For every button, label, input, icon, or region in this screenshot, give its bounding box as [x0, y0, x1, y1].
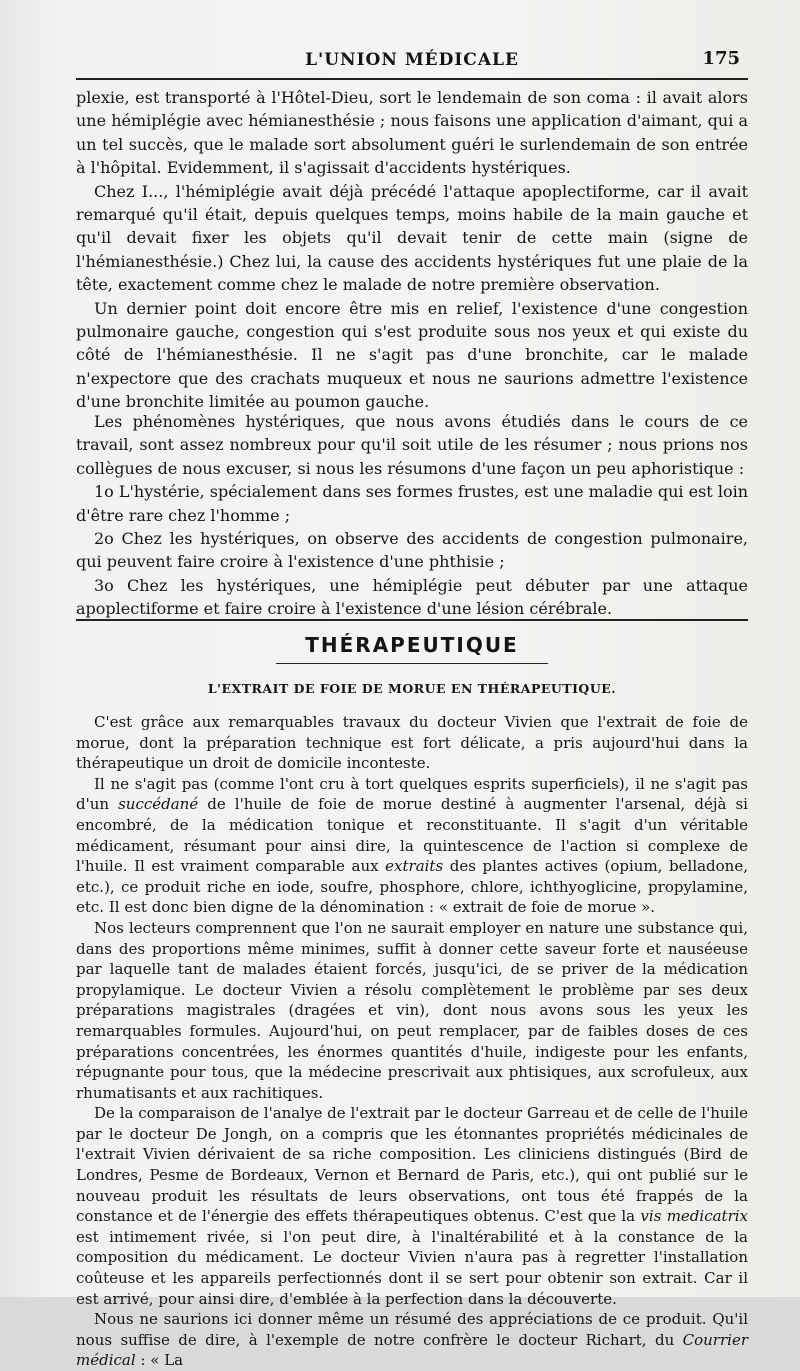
paragraph-case-i: Chez I..., l'hémiplégie avait déjà précédé l'attaque apoplectiforme, car il avait remarqué qu'il était, depuis quelques temps, moins habile de la main gauche et qu'il devait fixer les objets qu'il devait tenir de cette main (signe de l'hémianesthésie.) Chez lui, la cause des accidents hystériques fut une plaie de la tête, exactement comme chez le malade de notre première observation. — [76, 181, 748, 295]
text-run: Il ne s'agit pas (comme l'ont cru à tort quelques esprits superficiels), il ne s'agit pas d'un — [76, 774, 748, 814]
paragraph-continued: plexie, est transporté à l'Hôtel-Dieu, sort le lendemain de son coma : il avait alors une hémiplégie avec hémianesthésie ; nous faisons une application d'aimant, qui a un tel succès, que le malade sort absolument guéri le surlendemain de son entrée à l'hôpital. Evidemment, il s'agissait d'accidents hystériques. — [76, 88, 748, 178]
article-paragraph-1: C'est grâce aux remarquables travaux du docteur Vivien que l'extrait de foie de morue, dont la préparation technique est fort délicate, a pris aujourd'hui dans la thérapeutique un droit de domicile inconteste. — [76, 713, 748, 773]
paragraph-pulmonary-congestion: Un dernier point doit encore être mis en relief, l'existence d'une congestion pulmonaire gauche, congestion qui s'est produite sous nos yeux et qui existe du côté de l'hémianesthésie. Il ne s'agit pas d'une bronchite, car le malade n'expectore que des crachats muqueux et nous ne saurions admettre l'existence d'une bronchite limitée au poumon gauche. — [76, 298, 748, 412]
text-run: De la comparaison de l'analye de l'extrait par le docteur Garreau et de celle de l'huile par le docteur De Jongh, on a compris que les étonnantes propriétés médicinales de l'extrait Vivien dérivaient de sa riche composition. Les cliniciens distingués (Bird de Londres, Pesme de Bordeaux, Vernon et Bernard de Paris, etc.), qui ont publié sur le nouveau produit les résultats de leurs observations, ont tous été frappés de la constance et de l'énergie des effets thérapeutiques obtenus. C'est que la — [76, 1104, 748, 1226]
header-rule — [76, 78, 748, 80]
paragraph-summary-intro: Les phénomènes hystériques, que nous avons étudiés dans le cours de ce travail, sont assez nombreux pour qu'il soit utile de les résumer ; nous prions nos collègues de nous excuser, si nous les résumons d'une façon un peu aphoristique : — [76, 412, 748, 478]
text-run: de l'huile de foie de morue destiné à augmenter l'arsenal, déjà si encombré, de la médication tonique et reconstituante. Il s'agit d'un véritable médicament, résumant pour ainsi dire, la quintescence de l'action si complexe de l'huile. Il est vraiment comparable aux — [76, 795, 748, 876]
case-discussion — [76, 86, 748, 414]
article-body — [76, 712, 748, 1371]
conclusion-1: 1o L'hystérie, spécialement dans ses formes frustes, est une maladie qui est loin d'être rare chez l'homme ; — [76, 482, 748, 525]
section-rule — [76, 619, 748, 621]
text-column — [76, 0, 748, 1370]
conclusion-3: 3o Chez les hystériques, une hémiplégie peut débuter par une attaque apoplectiforme et faire croire à l'existence d'une lésion cérébrale. — [76, 575, 748, 619]
italic-title: Courrier médical — [76, 1330, 748, 1370]
conclusions — [76, 410, 748, 621]
conclusion-2: 2o Chez les hystériques, on observe des accidents de congestion pulmonaire, qui peuvent faire croire à l'existence d'une phthisie ; — [76, 529, 748, 572]
section-title: THÉRAPEUTIQUE — [305, 633, 519, 657]
text-run: est intimement rivée, si l'on peut dire, à l'inaltérabilité et à la constance de la composition du médicament. Le docteur Vivien n'aura pas à regretter l'installation coûteuse et les appareils perfectionnés dont il se sert pour obtenir son extrait. Car il est arrivé, pour ainsi dire, d'emblée à la perfection dans la découverte. — [76, 1227, 748, 1308]
article-paragraph-3: Nos lecteurs comprennent que l'on ne saurait employer en nature une substance qui, dans des proportions même minimes, suffit à donner cette saveur forte et nauséeuse par laquelle tant de malades étaient forcés, jusqu'ici, de se priver de la médication propylamique. Le docteur Vivien a résolu complètement le problème par ses deux préparations magistrales (dragées et vin), dont nous avons sous les yeux les remarquables formules. Aujourd'hui, on peut remplacer, par de faibles doses de ces préparations concentrées, les énormes quantités d'huile, indigeste pour les enfants, répugnante pour tous, que la médecine prescrivait aux phtisiques, aux scrofuleux, aux rhumatisants et aux rachitiques. — [76, 918, 748, 1102]
italic-term: vis medicatrix — [640, 1207, 748, 1226]
article-paragraph-2 — [76, 774, 748, 918]
page-number: 175 — [702, 48, 740, 69]
section-title-underline — [276, 663, 548, 664]
italic-term: extraits — [385, 857, 444, 876]
italic-term: succédané — [118, 795, 199, 814]
text-run: des plantes actives (opium, belladone, etc.), ce produit riche en iode, soufre, phosphore, chlore, ichthyoglicine, propylamine, etc. Il est donc bien digne de la dénomination : « extrait de foie de morue ». — [76, 857, 748, 917]
article-paragraph-5 — [76, 1309, 748, 1371]
text-run: Nous ne saurions ici donner même un résumé des appréciations de ce produit. Qu'il nous suffise de dire, à l'exemple de notre confrère le docteur Richart, du — [76, 1310, 748, 1349]
article-paragraph-4 — [76, 1103, 748, 1309]
running-title: L'UNION MÉDICALE — [305, 50, 519, 70]
article-title: L'EXTRAIT DE FOIE DE MORUE EN THÉRAPEUTIQUE. — [207, 681, 617, 696]
text-run: : « La — [135, 1351, 184, 1370]
